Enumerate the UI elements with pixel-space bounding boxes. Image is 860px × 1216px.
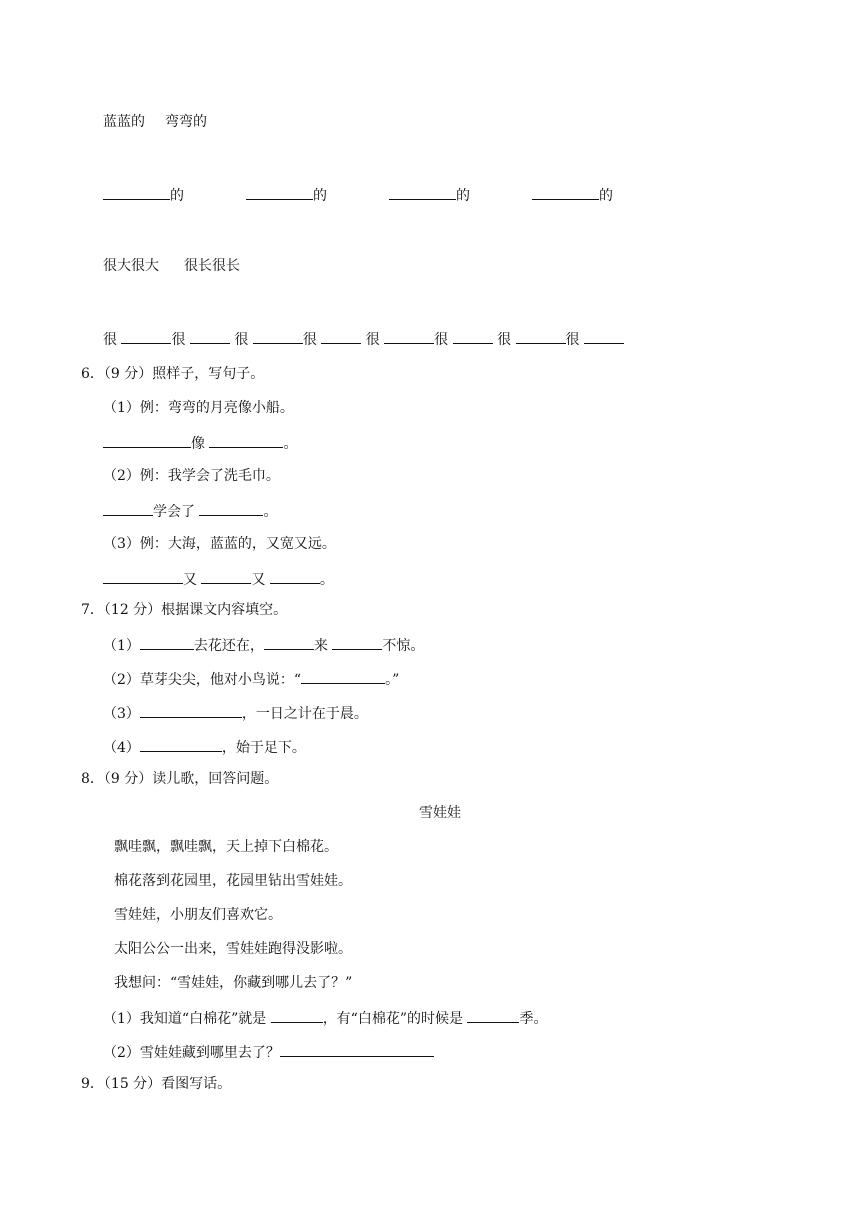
answer-blank[interactable] [103, 432, 191, 448]
poem-line: 雪娃娃，小朋友们喜欢它。 [114, 907, 282, 923]
question-title: （15 分）看图写话。 [103, 1076, 232, 1092]
question-number: 6． [81, 366, 104, 382]
q8-answer-1 [103, 1007, 547, 1027]
answer-blank[interactable] [140, 736, 222, 752]
answer-blank[interactable] [103, 500, 153, 516]
suffix-text: 的 [313, 188, 327, 204]
q6-answer-2 [103, 500, 277, 520]
example-word: 弯弯的 [165, 114, 207, 130]
question-7-header [81, 600, 287, 620]
line-text: ，一日之计在于晨。 [241, 706, 368, 722]
connector-text: 像 [191, 436, 205, 452]
question-6-header [81, 364, 264, 384]
fill-row-1 [103, 184, 613, 204]
poem-line: 棉花落到花园里，花园里钻出雪娃娃。 [114, 873, 352, 889]
char-text: 很 [103, 332, 117, 348]
answer-blank[interactable] [389, 184, 456, 200]
answer-blank[interactable] [246, 184, 313, 200]
example-word: 很长很长 [184, 258, 240, 274]
question-title: （12 分）根据课文内容填空。 [103, 602, 288, 618]
q6-example-2: （2）例：我学会了洗毛巾。 [103, 468, 280, 484]
answer-blank[interactable] [140, 634, 194, 650]
poem-line: 我想问：“雪娃娃，你藏到哪儿去了？” [114, 975, 353, 991]
answer-blank[interactable] [270, 568, 320, 584]
suffix-text: 的 [599, 188, 613, 204]
line-text: （2）雪娃娃藏到哪里去了？ [103, 1045, 280, 1061]
suffix-text: 的 [456, 188, 470, 204]
item-label: （4） [103, 740, 140, 756]
answer-blank[interactable] [209, 432, 283, 448]
line-text: 来 [313, 638, 328, 654]
period-text: 。 [319, 572, 334, 588]
answer-blank[interactable] [199, 500, 263, 516]
q6-answer-3 [103, 568, 334, 588]
answer-blank[interactable] [453, 328, 493, 344]
answer-blank[interactable] [190, 328, 230, 344]
answer-blank[interactable] [271, 1007, 323, 1023]
char-text: 很 [365, 332, 380, 348]
question-9-header [81, 1074, 231, 1094]
line-text: （2）草芽尖尖，他对小鸟说：“ [103, 672, 302, 688]
connector-text: 学会了 [153, 504, 195, 520]
poem-line: 飘哇飘，飘哇飘，天上掉下白棉花。 [114, 839, 338, 855]
answer-blank[interactable] [253, 328, 303, 344]
line-text: 。” [385, 672, 400, 688]
answer-blank[interactable] [264, 634, 314, 650]
char-text: 很 [234, 332, 249, 348]
char-text: 很 [497, 332, 512, 348]
q7-line-2 [103, 668, 399, 688]
q8-answer-2 [103, 1041, 434, 1061]
char-text: 很 [434, 332, 449, 348]
connector-text: 又 [251, 572, 266, 588]
q6-answer-1 [103, 432, 297, 452]
q6-example-1: （1）例：弯弯的月亮像小船。 [103, 400, 294, 416]
answer-blank[interactable] [584, 328, 624, 344]
char-text: 很 [171, 332, 186, 348]
example-words-2 [103, 256, 240, 276]
period-text: 。 [283, 436, 298, 452]
connector-text: 又 [183, 572, 197, 588]
answer-blank[interactable] [201, 568, 251, 584]
question-title: （9 分）照样子，写句子。 [103, 366, 265, 382]
answer-blank[interactable] [103, 184, 170, 200]
suffix-text: 的 [170, 188, 184, 204]
question-8-header [81, 769, 278, 789]
poem-line: 太阳公公一出来，雪娃娃跑得没影啦。 [114, 941, 352, 957]
answer-blank[interactable] [516, 328, 566, 344]
item-label: （1） [103, 638, 140, 654]
char-text: 很 [565, 332, 580, 348]
poem-title: 雪娃娃 [419, 805, 461, 821]
q7-line-3 [103, 702, 368, 722]
q7-line-4 [103, 736, 306, 756]
q7-line-1 [103, 634, 424, 654]
question-number: 7． [81, 602, 104, 618]
line-text: 去花还在， [193, 638, 264, 654]
period-text: 。 [263, 504, 278, 520]
answer-blank[interactable] [140, 702, 242, 718]
answer-blank[interactable] [301, 668, 385, 684]
answer-blank[interactable] [121, 328, 171, 344]
question-number: 9． [81, 1076, 104, 1092]
answer-blank[interactable] [332, 634, 382, 650]
q6-example-3: （3）例：大海，蓝蓝的，又宽又远。 [103, 536, 336, 552]
example-word: 很大很大 [103, 258, 159, 274]
example-word: 蓝蓝的 [103, 114, 145, 130]
answer-blank[interactable] [321, 328, 361, 344]
line-text: ，始于足下。 [221, 740, 306, 756]
question-title: （9 分）读儿歌，回答问题。 [103, 771, 279, 787]
answer-blank[interactable] [384, 328, 434, 344]
answer-blank[interactable] [103, 568, 183, 584]
line-text: 季。 [519, 1011, 548, 1027]
fill-row-2 [103, 328, 624, 348]
example-words-1 [103, 112, 207, 132]
line-text: 不惊。 [382, 638, 425, 654]
line-text: ，有“白棉花”的时候是 [322, 1011, 464, 1027]
answer-blank[interactable] [280, 1041, 434, 1057]
question-number: 8． [81, 771, 104, 787]
char-text: 很 [302, 332, 317, 348]
item-label: （3） [103, 706, 140, 722]
answer-blank[interactable] [467, 1007, 519, 1023]
line-text: （1）我知道“白棉花”就是 [103, 1011, 267, 1027]
answer-blank[interactable] [532, 184, 599, 200]
